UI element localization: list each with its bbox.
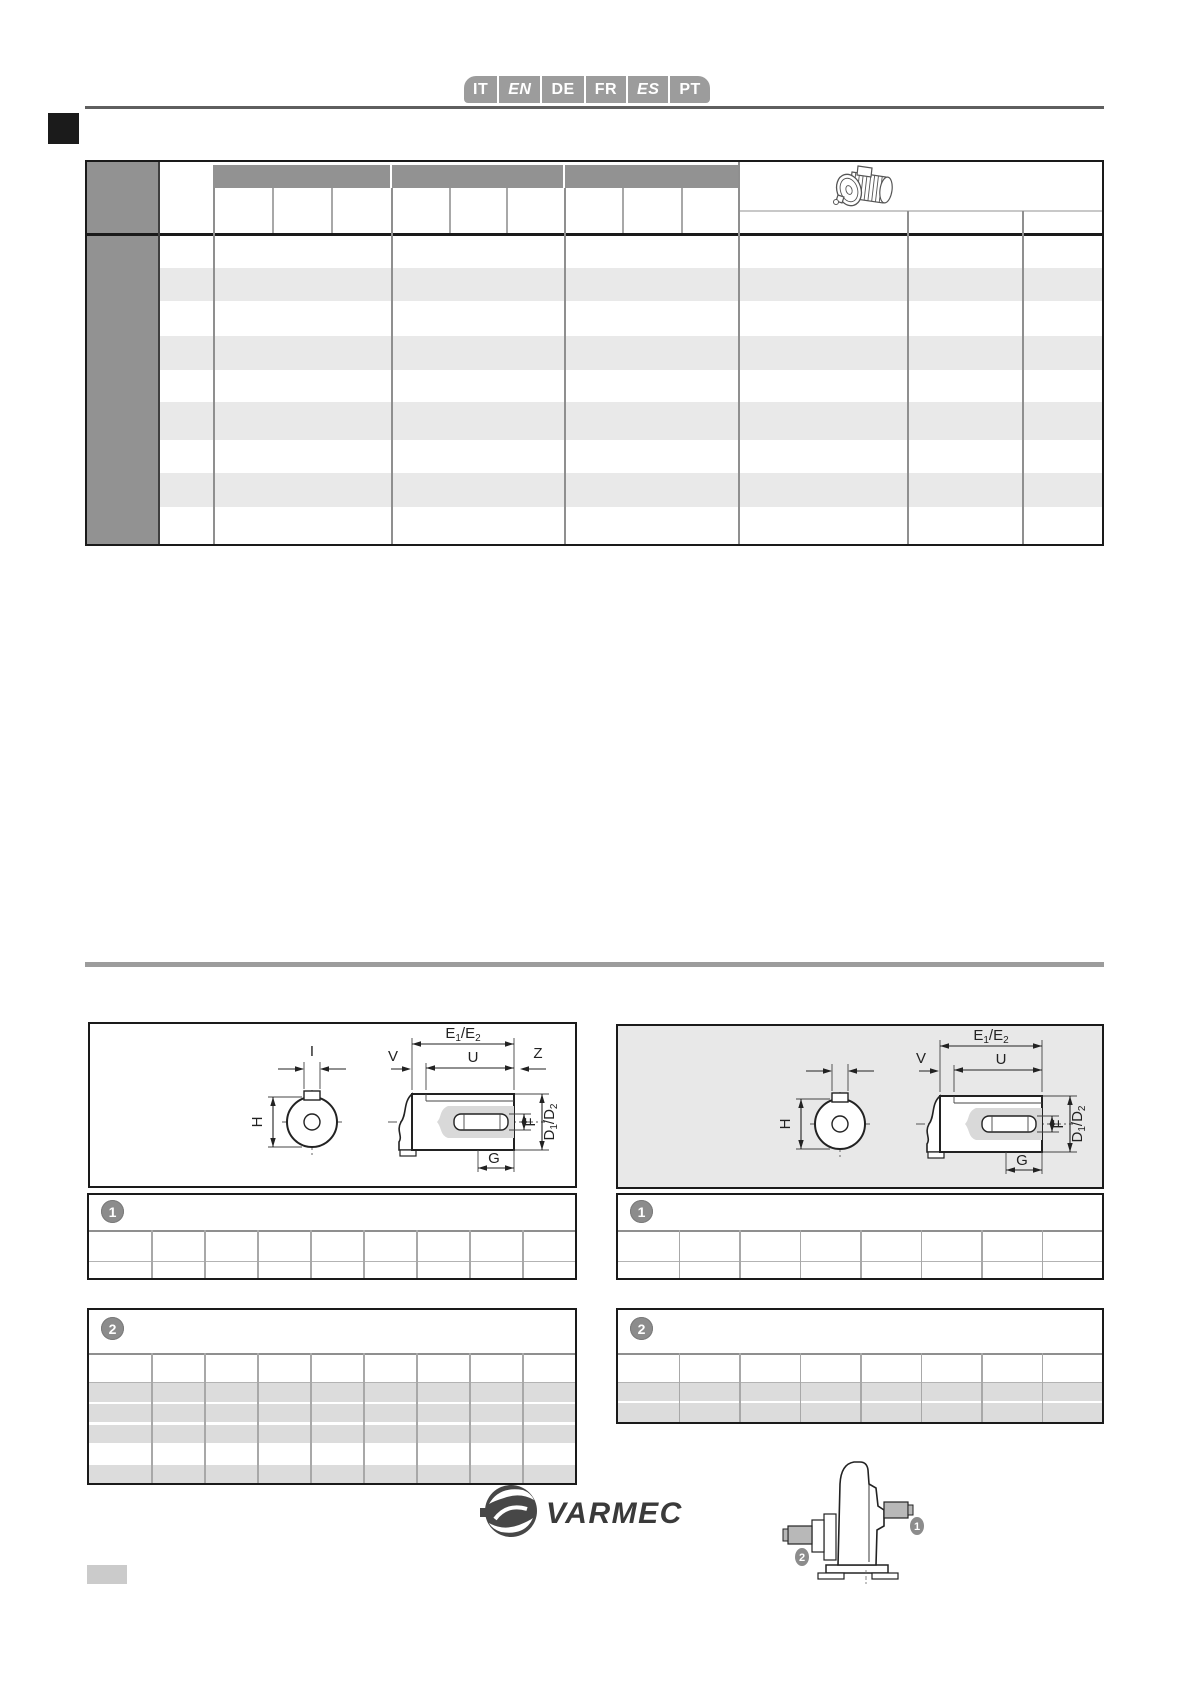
table-divider [738, 162, 740, 544]
svg-text:H: H [249, 1116, 266, 1128]
motor-subrow-separator [738, 210, 1102, 212]
col-line [469, 1353, 471, 1483]
col-line [310, 1353, 312, 1483]
note-badge-2: 2 [101, 1317, 124, 1340]
col-line [416, 1230, 418, 1278]
svg-text:Z: Z [533, 1045, 543, 1062]
table-divider [506, 188, 508, 233]
row-line [89, 1261, 575, 1262]
table-row-gray [89, 1383, 575, 1402]
dimension-table-left-1 [87, 1193, 577, 1280]
svg-text:U: U [995, 1051, 1007, 1068]
header-rule [85, 106, 1104, 109]
brand-text: VARMEC [546, 1497, 683, 1530]
footer-logo [480, 1482, 690, 1542]
col-line [204, 1230, 206, 1278]
svg-text:G: G [488, 1150, 500, 1167]
table-divider [1022, 211, 1024, 544]
electric-motor-icon [822, 163, 917, 210]
ratings-table [85, 160, 1104, 546]
svg-text:G: G [1016, 1152, 1028, 1169]
dimension-table-left-2 [87, 1308, 577, 1485]
col-line [739, 1230, 741, 1278]
table-row-stripe [158, 402, 1102, 440]
col-line [522, 1353, 524, 1483]
lang-tab-it[interactable]: IT [464, 76, 497, 103]
lang-tab-en[interactable]: EN [499, 76, 540, 103]
motor-icon-cell [787, 162, 917, 210]
header-line [89, 1353, 575, 1355]
col-line [151, 1230, 153, 1278]
header-line [89, 1230, 575, 1232]
col-line [800, 1353, 802, 1422]
lang-tab-fr[interactable]: FR [586, 76, 626, 103]
column-group-header-2 [392, 165, 563, 188]
balloon-1: 1 [913, 1521, 921, 1533]
gearbox-side-view [780, 1450, 950, 1585]
col-line [679, 1230, 681, 1278]
col-line [921, 1353, 923, 1422]
svg-text:I: I [309, 1043, 315, 1060]
balloon-2: 2 [798, 1552, 806, 1564]
dimension-table-right-2 [616, 1308, 1104, 1424]
header-body-separator [87, 233, 1102, 236]
svg-text:D1/D2: $D_1/D_2$ [1069, 1105, 1088, 1143]
col-line [981, 1353, 983, 1422]
col-line [257, 1230, 259, 1278]
col-line [739, 1353, 741, 1422]
column-group-header-3 [565, 165, 738, 188]
note-badge-2: 2 [630, 1317, 653, 1340]
table-divider [272, 188, 274, 233]
svg-text:F: F [522, 1117, 539, 1127]
col-line [1042, 1353, 1044, 1422]
svg-text:E1/E2: $E_1/E_2$ [445, 1025, 481, 1044]
lang-tab-es[interactable]: ES [628, 76, 668, 103]
table-divider [449, 188, 451, 233]
dimension-table-right-1 [616, 1193, 1104, 1280]
table-row-stripe [158, 473, 1102, 507]
col-line [257, 1353, 259, 1483]
col-line [416, 1353, 418, 1483]
gearbox-figure [780, 1450, 950, 1585]
table-divider [158, 162, 160, 544]
svg-text:H: H [777, 1118, 794, 1130]
column-group-header-1 [213, 165, 390, 188]
col-line [204, 1353, 206, 1483]
table-divider [213, 188, 215, 544]
table-divider [622, 188, 624, 233]
col-line [522, 1230, 524, 1278]
language-tab-bar [464, 76, 710, 103]
table-row-gray [89, 1465, 575, 1483]
section-marker-square [48, 113, 79, 144]
col-line [800, 1230, 802, 1278]
col-line [151, 1353, 153, 1483]
varmec-logo [480, 1482, 690, 1542]
row-line [89, 1382, 575, 1383]
table-divider [391, 188, 393, 544]
section-divider-bar [85, 962, 1104, 967]
table-row-stripe [158, 268, 1102, 301]
note-badge-1: 1 [101, 1200, 124, 1223]
table-divider [907, 211, 909, 544]
col-line [310, 1230, 312, 1278]
col-line [981, 1230, 983, 1278]
table-row-gray [89, 1404, 575, 1422]
lang-tab-de[interactable]: DE [542, 76, 583, 103]
col-line [860, 1230, 862, 1278]
table-row-stripe [158, 336, 1102, 370]
col-line [679, 1353, 681, 1422]
col-line [363, 1230, 365, 1278]
col-line [1042, 1230, 1044, 1278]
svg-text:V: V [387, 1048, 399, 1065]
note-badge-1: 1 [630, 1200, 653, 1223]
col-line [860, 1353, 862, 1422]
svg-text:F: F [1050, 1119, 1067, 1129]
dimension-panel-right [616, 1024, 1104, 1189]
svg-text:U: U [467, 1049, 479, 1066]
row-header-column [87, 162, 158, 544]
dimension-panel-left [88, 1022, 577, 1188]
table-divider [681, 188, 683, 233]
shaft-drawing [90, 1024, 575, 1186]
table-row-gray [89, 1425, 575, 1443]
col-line [363, 1353, 365, 1483]
table-divider [331, 188, 333, 233]
svg-text:E1/E2: $E_1/E_2$ [973, 1027, 1009, 1046]
col-line [921, 1230, 923, 1278]
shaft-drawing [618, 1026, 1103, 1188]
svg-text:V: V [915, 1050, 927, 1067]
svg-text:D1/D2: $D_1/D_2$ [541, 1103, 560, 1141]
col-line [469, 1230, 471, 1278]
table-divider [564, 188, 566, 544]
lang-tab-pt[interactable]: PT [670, 76, 709, 103]
page-number-placeholder [87, 1565, 127, 1584]
